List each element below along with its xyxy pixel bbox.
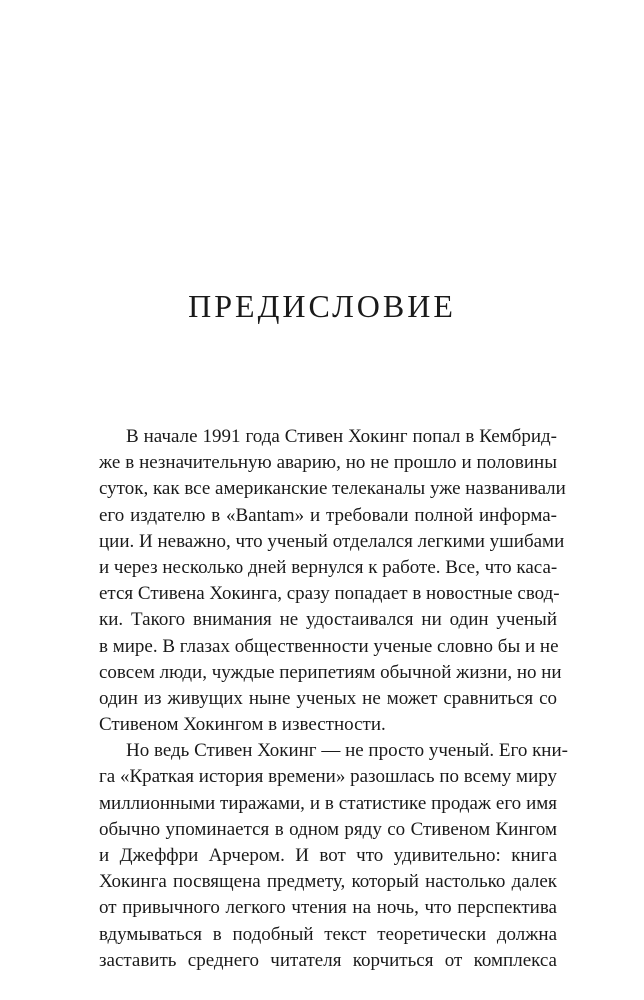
text-line: один из живущих ныне ученых не может сравниться со (99, 687, 557, 709)
text-line: Стивеном Хокингом в известности. (99, 714, 386, 736)
text-line: ется Стивена Хокинга, сразу попадает в новостные свод- (99, 583, 560, 605)
text-line: совсем люди, чуждые перипетиям обычной жизни, но ни (99, 661, 562, 683)
text-line: ки. Такого внимания не удостаивался ни один ученый (99, 609, 557, 631)
body-text (99, 424, 568, 974)
text-line: миллионными тиражами, и в статистике продаж его имя (99, 792, 557, 814)
text-line: в мире. В глазах общественности ученые словно бы и не (99, 635, 559, 657)
text-line: и Джеффри Арчером. И вот что удивительно: книга (99, 845, 557, 866)
text-line: ции. И неважно, что ученый отделался легкими ушибами (99, 530, 565, 552)
text-line: га «Краткая история времени» разошлась по всему миру (99, 766, 557, 788)
text-line: от привычного легкого чтения на ночь, что перспектива (99, 897, 557, 919)
chapter-title: ПРЕДИСЛОВИЕ (188, 288, 456, 324)
paragraph-2 (99, 738, 568, 974)
text-line: Хокинга посвящена предмету, который настолько далек (99, 871, 557, 893)
text-line: обычно упоминается в одном ряду со Стивеном Кингом (99, 818, 557, 840)
paragraph-1 (99, 424, 566, 738)
text-line: его издателю в «Bantam» и требовали полной информа- (99, 504, 557, 526)
text-line: заставить среднего читателя корчиться от комплекса (99, 949, 557, 971)
text-line: вдумываться в подобный текст теоретически должна (99, 923, 557, 945)
text-line: и через несколько дней вернулся к работе. Все, что каса- (99, 556, 558, 578)
text-line: же в незначительную аварию, но не прошло и половины (99, 452, 557, 474)
text-line: Но ведь Стивен Хокинг — не просто ученый. Его кни- (126, 740, 568, 762)
text-line: В начале 1991 года Стивен Хокинг попал в Кембрид- (126, 426, 557, 447)
text-line: суток, как все американские телеканалы уже названивали (99, 478, 566, 500)
